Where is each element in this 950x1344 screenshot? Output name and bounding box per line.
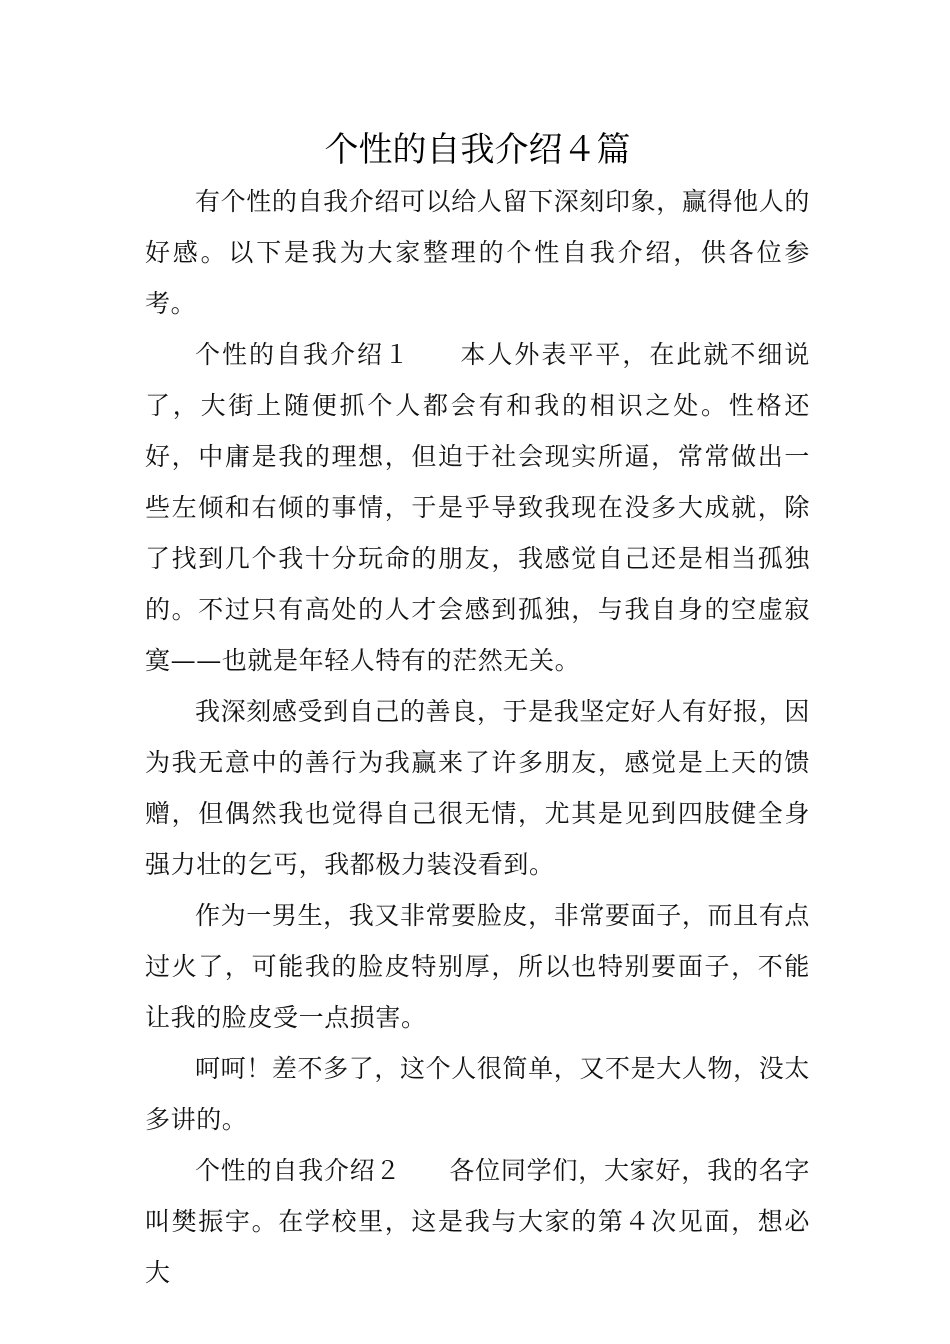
paragraph-text: 各位同学们，大家好，我的名字叫樊振宇。在学校里，这是我与大家的第４次见面，想必大 [145,1156,810,1287]
paragraph-face [145,890,810,1043]
section-heading: 个性的自我介绍１ [195,340,411,369]
document-title: 个性的自我介绍４篇 [324,130,631,170]
paragraph-section-2 [145,1145,810,1298]
paragraph-text: 我深刻感受到自己的善良，于是我坚定好人有好报，因为我无意中的善行为我赢来了许多朋友，感觉是上天的馈赠，但偶然我也觉得自己很无情，尤其是见到四肢健全身强力壮的乞丐，我都极力装没看到。 [145,697,810,879]
paragraph-text: 呵呵！差不多了，这个人很简单，又不是大人物，没太多讲的。 [145,1054,810,1134]
paragraph-text: 作为一男生，我又非常要脸皮，非常要面子，而且有点过火了，可能我的脸皮特别厚，所以也特别要面子，不能让我的脸皮受一点损害。 [145,901,810,1032]
document-body [145,124,810,1298]
paragraph-section-1 [145,329,810,686]
paragraph-kindness [145,686,810,890]
section-heading: 个性的自我介绍２ [195,1156,402,1185]
paragraph-closing [145,1043,810,1145]
paragraph-intro [145,176,810,329]
paragraph-text: 本人外表平平，在此就不细说了，大街上随便抓个人都会有和我的相识之处。性格还好，中庸是我的理想，但迫于社会现实所逼，常常做出一些左倾和右倾的事情，于是乎导致我现在没多大成就，除了找到几个我十分玩命的朋友，我感觉自己还是相当孤独的。不过只有高处的人才会感到孤独，与我自身的空虚寂寞——也就是年轻人特有的茫然无关。 [145,340,810,675]
paragraph-text: 有个性的自我介绍可以给人留下深刻印象，赢得他人的好感。以下是我为大家整理的个性自我介绍，供各位参考。 [145,187,810,318]
